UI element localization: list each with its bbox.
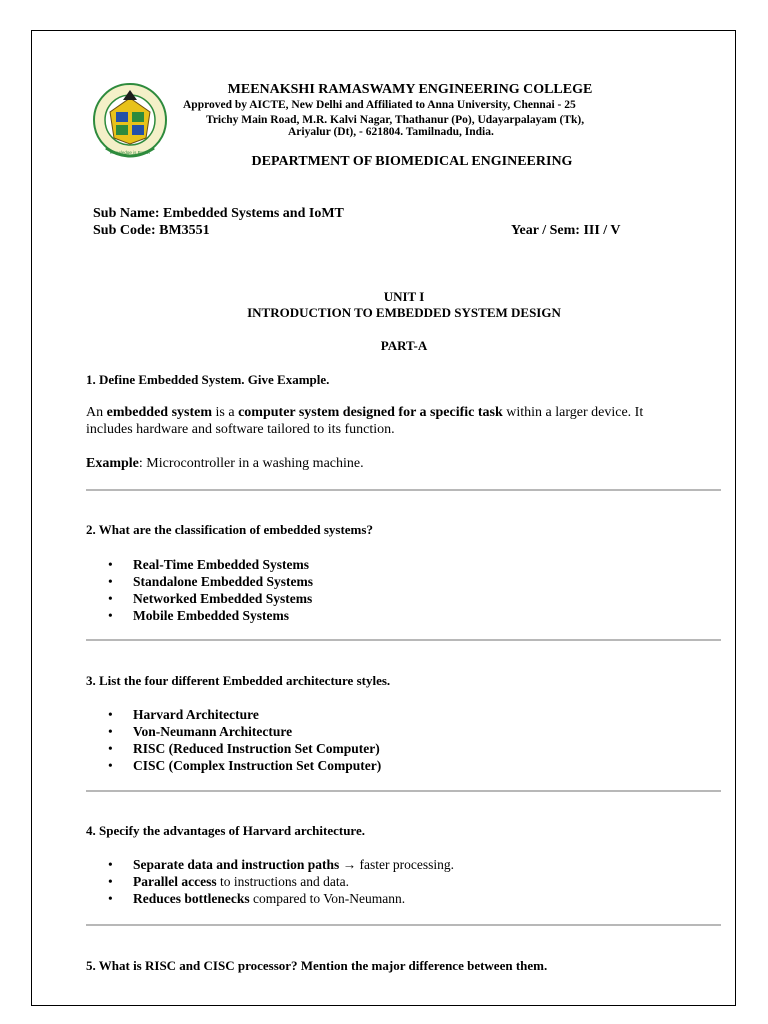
- question-4-list: [86, 856, 454, 907]
- department-title: DEPARTMENT OF BIOMEDICAL ENGINEERING: [251, 154, 573, 169]
- list-item: • CISC (Complex Instruction Set Computer): [86, 757, 381, 774]
- list-item: • Separate data and instruction paths → faster processing.: [86, 856, 454, 873]
- subject-name: Sub Name: Embedded Systems and IoMT: [93, 206, 344, 221]
- list-item: • Mobile Embedded Systems: [86, 607, 313, 624]
- answer-1-example: Example: Microcontroller in a washing machine.: [86, 456, 364, 471]
- unit-title: INTRODUCTION TO EMBEDDED SYSTEM DESIGN: [247, 305, 561, 320]
- question-1: 1. Define Embedded System. Give Example.: [86, 372, 330, 387]
- list-item: • Parallel access to instructions and data.: [86, 873, 454, 890]
- list-item: • Standalone Embedded Systems: [86, 573, 313, 590]
- address-line-2: Ariyalur (Dt), - 621804. Tamilnadu, India.: [288, 126, 494, 138]
- question-2-list: [86, 556, 313, 624]
- list-item: • Von-Neumann Architecture: [86, 723, 381, 740]
- list-item: • Harvard Architecture: [86, 706, 381, 723]
- question-3: 3. List the four different Embedded architecture styles.: [86, 673, 391, 688]
- list-item: • Networked Embedded Systems: [86, 590, 313, 607]
- list-item: • Real-Time Embedded Systems: [86, 556, 313, 573]
- divider: [86, 489, 721, 491]
- question-4: 4. Specify the advantages of Harvard architecture.: [86, 823, 365, 838]
- unit-label: UNIT I: [383, 289, 425, 304]
- approval-line: Approved by AICTE, New Delhi and Affiliated to Anna University, Chennai - 25: [183, 99, 576, 111]
- answer-1-line-1: An embedded system is a computer system designed for a specific task within a larger device. It: [86, 405, 644, 420]
- question-3-list: [86, 706, 381, 774]
- list-item: • RISC (Reduced Instruction Set Computer): [86, 740, 381, 757]
- logo-motto: Knowledge is Power: [109, 150, 151, 155]
- address-line-1: Trichy Main Road, M.R. Kalvi Nagar, Thathanur (Po), Udayarpalayam (Tk),: [206, 114, 585, 126]
- college-name: MEENAKSHI RAMASWAMY ENGINEERING COLLEGE: [227, 82, 593, 97]
- subject-code: Sub Code: BM3551: [93, 223, 210, 238]
- part-label: PART-A: [380, 338, 428, 353]
- question-5: 5. What is RISC and CISC processor? Mention the major difference between them.: [86, 958, 548, 973]
- divider: [86, 790, 721, 792]
- divider: [86, 639, 721, 641]
- question-2: 2. What are the classification of embedded systems?: [86, 522, 373, 537]
- answer-1-line-2: includes hardware and software tailored to its function.: [86, 422, 395, 437]
- year-semester: Year / Sem: III / V: [511, 223, 621, 238]
- list-item: • Reduces bottlenecks compared to Von-Neumann.: [86, 890, 454, 907]
- divider: [86, 924, 721, 926]
